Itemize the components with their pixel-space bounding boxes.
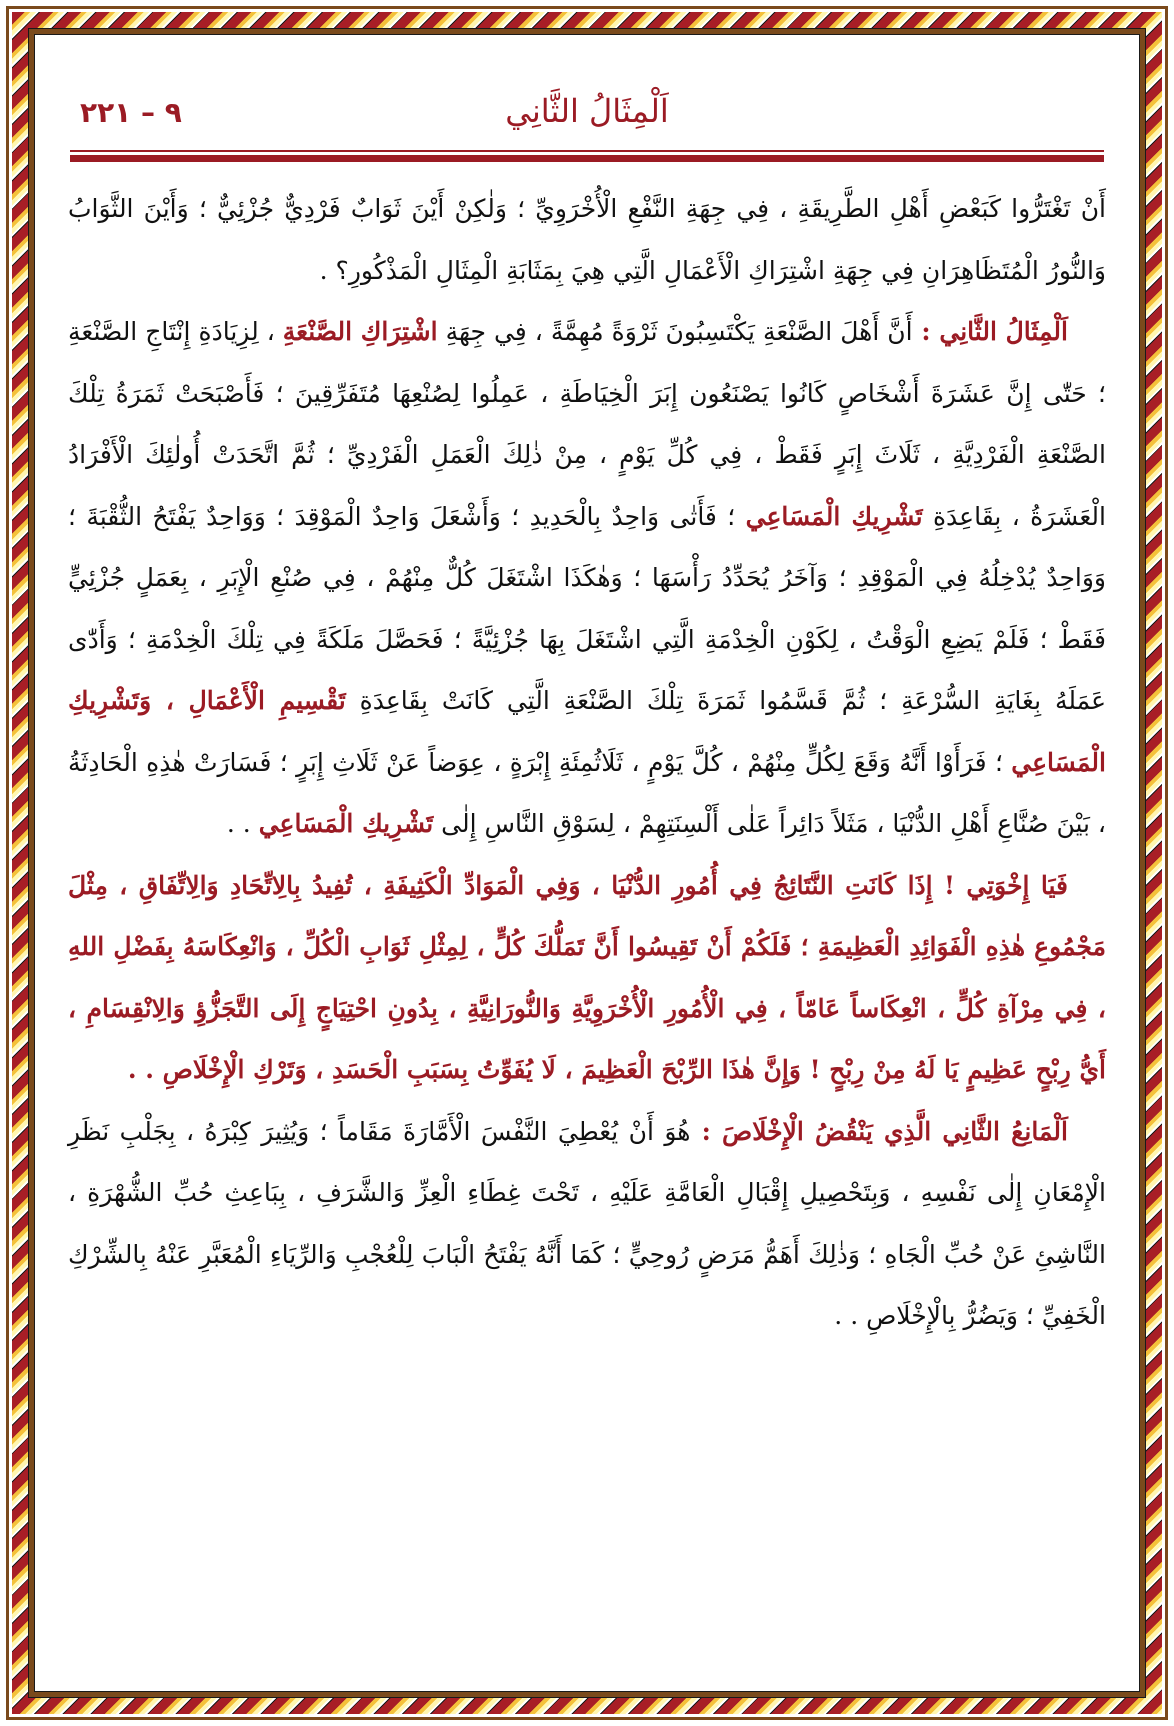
highlight-term: تَشْرِيكِ الْمَسَاعِي: [258, 809, 434, 838]
text-segment: هُوَ أَنْ يُعْطِيَ النَّفْسَ الْأَمَّارَةَ مَقَاماً ؛ وَيُثِيرَ كِبْرَهُ ، بِجَلْبِ نَظَرِ الْإِمْعَانِ إِلٰى نَفْسِهِ ، وَبِتَحْصِيلِ إِقْبَالِ الْعَامَّةِ عَلَيْهِ ، تَحْتَ غِطَاءِ الْعِزِّ وَالشَّرَفِ ، بِبَاعِثِ حُبِّ الشُّهْرَةِ ، النَّاشِئِ عَنْ حُبِّ الْجَاهِ ؛ وَذٰلِكَ أَهَمُّ مَرَضٍ رُوحِيٍّ ؛ كَمَا أَنَّهُ يَفْتَحُ الْبَابَ لِلْعُجْبِ وَالرِّيَاءِ الْمُعَبَّرِ عَنْهُ بِالشِّرْكِ الْخَفِيِّ ؛ وَيَضُرُّ بِالْإِخْلَاصِ . .: [68, 1116, 1106, 1330]
paragraph-second-example: [68, 301, 1106, 855]
highlight-term: تَقْسِيمِ الْأَعْمَالِ ، وَتَشْرِيكِ الْمَسَاعِي: [68, 686, 1106, 777]
highlight-term: تَشْرِيكِ الْمَسَاعِي: [745, 501, 923, 531]
text-segment: ؛ فَرَأَوْا أَنَّهُ وَقَعَ لِكُلٍّ مِنْهُمْ ، كُلَّ يَوْمٍ ، ثَلَاثُمِئَةِ إِبْرَةٍ ، عِوَضاً عَنْ ثَلَاثِ إِبَرٍ ؛ فَسَارَتْ هٰذِهِ الْحَادِثَةُ ، بَيْنَ صُنَّاعِ أَهْلِ الدُّنْيَا ، مَثَلاً دَائِراً عَلٰى أَلْسِنَتِهِمْ ، لِسَوْقِ النَّاسِ إِلٰى: [68, 747, 1106, 838]
highlight-term: اشْتِرَاكِ الصَّنْعَةِ: [282, 317, 438, 346]
section-heading-second-example: اَلْمِثَالُ الثَّانِي :: [912, 317, 1068, 346]
text-segment: ؛ فَأَتٰى وَاحِدٌ بِالْحَدِيدِ ؛ وَأَشْعَلَ وَاحِدٌ الْمَوْقِدَ ؛ وَوَاحِدٌ يَفْتَحُ الثُّقْبَةَ ؛ وَوَاحِدٌ يُدْخِلُهُ فِي الْمَوْقِدِ ؛ وَآخَرُ يُحَدِّدُ رَأْسَهَا ؛ وَهٰكَذَا اشْتَغَلَ كُلٌّ مِنْهُمْ ، فِي صُنْعِ الْإِبَرِ ، بِعَمَلٍ جُزْئِيٍّ فَقَطْ ؛ فَلَمْ يَضِعِ الْوَقْتُ ، لِكَوْنِ الْخِدْمَةِ الَّتِي اشْتَغَلَ بِهَا جُزْئِيَّةً ؛ فَحَصَّلَ مَلَكَةً فِي تِلْكَ الْخِدْمَةِ ؛ وَأَدّٰى عَمَلَهُ بِغَايَةِ السُّرْعَةِ ؛ ثُمَّ قَسَّمُوا ثَمَرَةَ تِلْكَ الصَّنْعَةِ الَّتِي كَانَتْ بِقَاعِدَةِ: [68, 501, 1106, 715]
paragraph-continuation: [68, 178, 1106, 301]
body-text: [68, 178, 1106, 1347]
text-segment: أَنَّ أَهْلَ الصَّنْعَةِ يَكْتَسِبُونَ ثَرْوَةً مُهِمَّةً ، فِي جِهَةِ: [437, 317, 913, 346]
text-segment: فَيَا إِخْوَتِي ! إِذَا كَانَتِ النَّتَائِجُ فِي أُمُورِ الدُّنْيَا ، وَفِي الْمَوَادِّ الْكَثِيفَةِ ، تُفِيدُ بِالِاتِّحَادِ وَالِاتِّفَاقِ ، مِثْلَ مَجْمُوعِ هٰذِهِ الْفَوَائِدِ الْعَظِيمَةِ ؛ فَلَكُمْ أَنْ تَقِيسُوا أَنَّ تَمَلُّكَ كُلٍّ ، لِمِثْلِ ثَوَابِ الْكُلِّ ، وَانْعِكَاسَهُ بِفَضْلِ اللهِ ، فِي مِرْآةِ كُلٍّ ، انْعِكَاساً عَامّاً ، فِي الْأُمُورِ الْأُخْرَوِيَّةِ وَالنُّورَانِيَّةِ ، بِدُونِ احْتِيَاجٍ إِلَى التَّجَزُّؤِ وَالِانْقِسَامِ ، أَيُّ رِبْحٍ عَظِيمٍ يَا لَهُ مِنْ رِبْحٍ ! وَإِنَّ هٰذَا الرِّبْحَ الْعَظِيمَ ، لَا يُفَوِّتُ بِسَبَبِ الْحَسَدِ ، وَتَرْكِ الْإِخْلَاصِ . .: [68, 870, 1106, 1084]
section-heading-second-obstacle: اَلْمَانِعُ الثَّانِي الَّذِي يَنْقُضُ الْإِخْلَاصَ :: [690, 1116, 1068, 1146]
header-rule-thick: [70, 155, 1104, 162]
page-title: اَلْمِثَالُ الثَّانِي: [505, 92, 669, 130]
text-segment: ، لِزِيَادَةِ إِنْتَاجِ الصَّنْعَةِ ؛ حَتّٰى إِنَّ عَشَرَةَ أَشْخَاصٍ كَانُوا يَصْنَعُون إِبَرَ الْخِيَاطَةِ ، عَمِلُوا لِصُنْعِهَا مُتَفَرِّقِينَ ؛ فَأَصْبَحَتْ ثَمَرَةُ تِلْكَ الصَّنْعَةِ الْفَرْدِيَّةِ ، ثَلَاثَ إِبَرٍ فَقَطْ ، فِي كُلِّ يَوْمٍ ، مِنْ ذٰلِكَ الْعَمَلِ الْفَرْدِيِّ ؛ ثُمَّ اتَّحَدَتْ أُولٰئِكَ الْأَفْرَادُ الْعَشَرَةُ ، بِقَاعِدَةِ: [68, 317, 1106, 531]
header-rule-thin: [70, 150, 1104, 152]
paragraph-exhortation: [68, 855, 1106, 1101]
page-number: ٩ – ٢٢١: [80, 96, 182, 129]
text-segment: . .: [226, 809, 259, 838]
text-segment: أَنْ تَغْتَرُّوا كَبَعْضِ أَهْلِ الطَّرِيقَةِ ، فِي جِهَةِ النَّفْعِ الْأُخْرَوِيِّ ؛ وَلٰكِنْ أَيْنَ ثَوَابٌ فَرْدِيٌّ جُزْئِيٌّ ؛ وَأَيْنَ الثَّوَابُ وَالنُّورُ الْمُتَظَاهِرَانِ فِي جِهَةِ اشْتِرَاكِ الْأَعْمَالِ الَّتِي هِيَ بِمَثَابَةِ الْمِثَالِ الْمَذْكُورِ؟ .: [68, 194, 1106, 285]
paragraph-second-obstacle: [68, 1101, 1106, 1347]
page-header: [70, 88, 1104, 148]
